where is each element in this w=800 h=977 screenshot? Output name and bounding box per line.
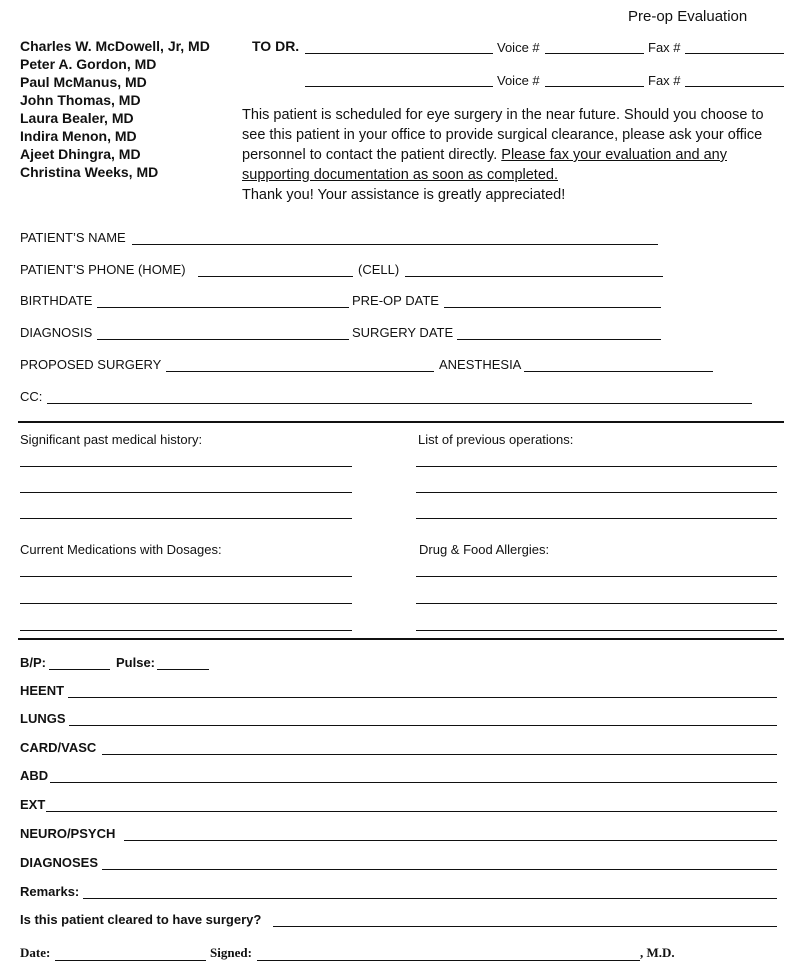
- doctor-name: Ajeet Dhingra, MD: [20, 146, 141, 162]
- cc-field[interactable]: [47, 403, 752, 404]
- voice-label: Voice #: [497, 73, 540, 88]
- medications-line[interactable]: [20, 603, 352, 604]
- past-medical-history-line[interactable]: [20, 466, 352, 467]
- abd-field[interactable]: [50, 782, 777, 783]
- to-dr-field-1[interactable]: [305, 53, 493, 54]
- diagnoses-field[interactable]: [102, 869, 777, 870]
- doctor-name: Christina Weeks, MD: [20, 164, 159, 180]
- patient-name-field[interactable]: [132, 244, 658, 245]
- neuro-psych-field[interactable]: [124, 840, 777, 841]
- doctor-name: John Thomas, MD: [20, 92, 141, 108]
- signed-label: Signed:: [210, 945, 252, 960]
- birthdate-field[interactable]: [97, 307, 349, 308]
- remarks-field[interactable]: [83, 898, 777, 899]
- form-title: Pre-op Evaluation: [628, 8, 748, 25]
- past-medical-history-line[interactable]: [20, 492, 352, 493]
- medications-label: Current Medications with Dosages:: [20, 542, 222, 557]
- bp-label: B/P:: [20, 655, 46, 670]
- doctor-name: Peter A. Gordon, MD: [20, 56, 157, 72]
- past-medical-history-label: Significant past medical history:: [20, 432, 203, 447]
- signature-field[interactable]: [257, 960, 640, 961]
- fax-label: Fax #: [648, 73, 681, 88]
- date-label: Date:: [20, 945, 51, 960]
- phone-home-label: PATIENT’S PHONE (HOME): [20, 262, 186, 277]
- anesthesia-field[interactable]: [524, 371, 713, 372]
- previous-operations-label: List of previous operations:: [418, 432, 574, 447]
- fax-field-1[interactable]: [685, 53, 784, 54]
- intro-underlined-text: Please fax your evaluation and any supporting documentation as soon as completed.: [242, 147, 727, 183]
- doctor-name: Paul McManus, MD: [20, 74, 147, 90]
- patient-name-label: PATIENT’S NAME: [20, 230, 126, 245]
- fax-field-2[interactable]: [685, 86, 784, 87]
- lungs-label: LUNGS: [20, 711, 66, 726]
- proposed-surgery-label: PROPOSED SURGERY: [20, 357, 162, 372]
- remarks-label: Remarks:: [20, 884, 80, 899]
- voice-label: Voice #: [497, 40, 540, 55]
- allergies-line[interactable]: [416, 630, 777, 631]
- cleared-question-label: Is this patient cleared to have surgery?: [20, 912, 262, 927]
- diagnoses-label: DIAGNOSES: [20, 855, 99, 870]
- past-medical-history-line[interactable]: [20, 518, 352, 519]
- voice-field-2[interactable]: [545, 86, 644, 87]
- cleared-answer-field[interactable]: [273, 926, 777, 927]
- pulse-label: Pulse:: [116, 655, 156, 670]
- heent-label: HEENT: [20, 683, 65, 698]
- abd-label: ABD: [20, 768, 49, 783]
- allergies-line[interactable]: [416, 603, 777, 604]
- heent-field[interactable]: [68, 697, 777, 698]
- card-vasc-label: CARD/VASC: [20, 740, 97, 755]
- cell-label: (CELL): [358, 262, 400, 277]
- ext-field[interactable]: [46, 811, 777, 812]
- section-divider: [18, 421, 784, 423]
- anesthesia-label: ANESTHESIA: [439, 357, 522, 372]
- allergies-label: Drug & Food Allergies:: [419, 542, 550, 557]
- diagnosis-label: DIAGNOSIS: [20, 325, 93, 340]
- doctor-name: Laura Bealer, MD: [20, 110, 134, 126]
- phone-home-field[interactable]: [198, 276, 353, 277]
- thanks-text: Thank you! Your assistance is greatly appreciated!: [242, 187, 566, 203]
- to-dr-field-2[interactable]: [305, 86, 493, 87]
- surgery-date-label: SURGERY DATE: [352, 325, 454, 340]
- intro-text: This patient is scheduled for eye surgery in the near future. Should you choose to see this patient in your office to provide surgical clearance, please ask your office personnel to contact the patient directly.: [242, 107, 764, 163]
- fax-label: Fax #: [648, 40, 681, 55]
- section-divider: [18, 638, 784, 640]
- medications-line[interactable]: [20, 630, 352, 631]
- doctor-list: [20, 37, 210, 181]
- neuro-psych-label: NEURO/PSYCH: [20, 826, 116, 841]
- cell-field[interactable]: [405, 276, 663, 277]
- preop-date-label: PRE-OP DATE: [352, 293, 439, 308]
- preop-date-field[interactable]: [444, 307, 661, 308]
- md-suffix: , M.D.: [640, 945, 675, 960]
- allergies-line[interactable]: [416, 576, 777, 577]
- proposed-surgery-field[interactable]: [166, 371, 434, 372]
- date-field[interactable]: [55, 960, 206, 961]
- to-dr-label: TO DR.: [252, 38, 300, 54]
- ext-label: EXT: [20, 797, 46, 812]
- cc-label: CC:: [20, 389, 43, 404]
- previous-operations-line[interactable]: [416, 492, 777, 493]
- birthdate-label: BIRTHDATE: [20, 293, 93, 308]
- surgery-date-field[interactable]: [457, 339, 661, 340]
- previous-operations-line[interactable]: [416, 466, 777, 467]
- diagnosis-field[interactable]: [97, 339, 349, 340]
- doctor-name: Charles W. McDowell, Jr, MD: [20, 38, 210, 54]
- bp-field[interactable]: [49, 669, 110, 670]
- medications-line[interactable]: [20, 576, 352, 577]
- previous-operations-line[interactable]: [416, 518, 777, 519]
- card-vasc-field[interactable]: [102, 754, 777, 755]
- intro-paragraph: [242, 105, 787, 205]
- doctor-name: Indira Menon, MD: [20, 128, 137, 144]
- pulse-field[interactable]: [157, 669, 209, 670]
- voice-field-1[interactable]: [545, 53, 644, 54]
- lungs-field[interactable]: [69, 725, 777, 726]
